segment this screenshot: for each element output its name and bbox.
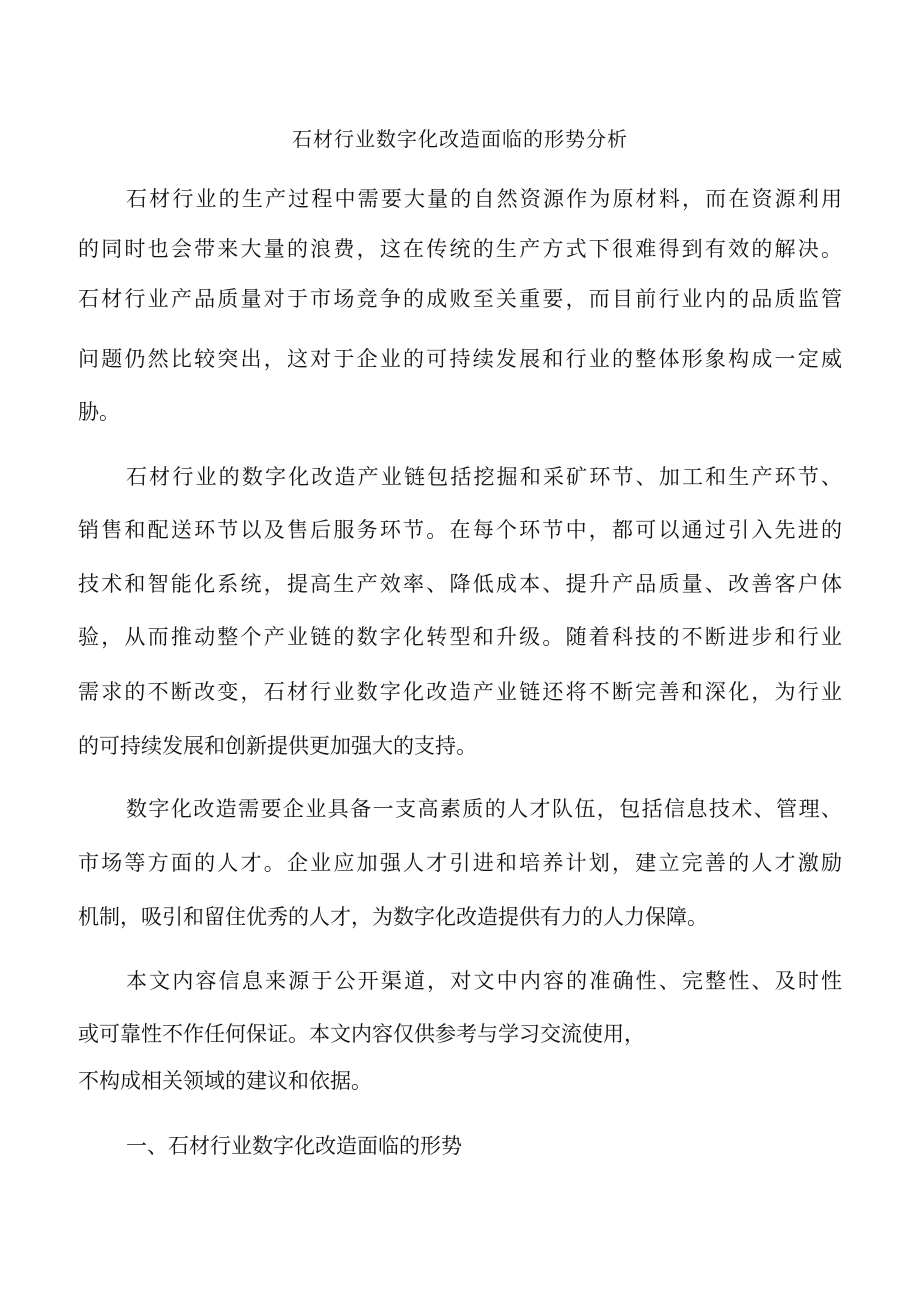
paragraph-line: 销售和配送环节以及售后服务环节。在每个环节中，都可以通过引入先进的 [78, 518, 842, 542]
paragraph-line: 技术和智能化系统，提高生产效率、降低成本、提升产品质量、改善客户体 [78, 572, 842, 596]
paragraph-line: 石材行业的数字化改造产业链包括挖掘和采矿环节、加工和生产环节、 [126, 465, 842, 489]
paragraph-line: 本文内容信息来源于公开渠道，对文中内容的准确性、完整性、及时性 [126, 969, 842, 993]
paragraph-line: 的可持续发展和创新提供更加强大的支持。 [78, 734, 477, 758]
paragraph-line: 市场等方面的人才。企业应加强人才引进和培养计划，建立完善的人才激励 [78, 851, 842, 875]
document-title: 石材行业数字化改造面临的形势分析 [292, 127, 628, 151]
paragraph-line: 需求的不断改变，石材行业数字化改造产业链还将不断完善和深化，为行业 [78, 680, 842, 704]
paragraph-line: 或可靠性不作任何保证。本文内容仅供参考与学习交流使用， [78, 1022, 645, 1046]
section-heading: 一、石材行业数字化改造面临的形势 [126, 1134, 462, 1158]
paragraph-line: 问题仍然比较突出，这对于企业的可持续发展和行业的整体形象构成一定威 [78, 347, 842, 371]
paragraph-line: 石材行业的生产过程中需要大量的自然资源作为原材料，而在资源利用 [126, 187, 842, 211]
paragraph-line: 石材行业产品质量对于市场竞争的成败至关重要，而目前行业内的品质监管 [78, 287, 842, 311]
paragraph-line: 验，从而推动整个产业链的数字化转型和升级。随着科技的不断进步和行业 [78, 625, 842, 649]
paragraph-line: 胁。 [78, 400, 120, 424]
paragraph-line: 数字化改造需要企业具备一支高素质的人才队伍，包括信息技术、管理、 [126, 797, 842, 821]
paragraph-line: 不构成相关领域的建议和依据。 [78, 1069, 372, 1093]
paragraph-line: 机制，吸引和留住优秀的人才，为数字化改造提供有力的人力保障。 [78, 905, 708, 929]
paragraph-line: 的同时也会带来大量的浪费，这在传统的生产方式下很难得到有效的解决。 [78, 237, 842, 261]
